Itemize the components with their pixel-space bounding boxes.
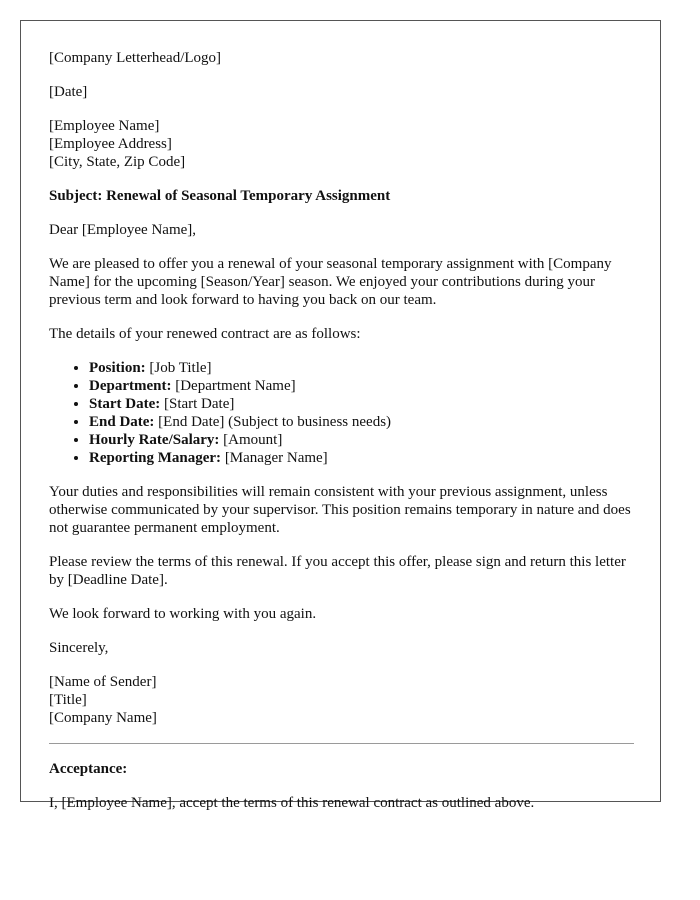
salutation: Dear [Employee Name],: [49, 222, 197, 238]
sender-title: [Title]: [49, 692, 87, 708]
details-intro: The details of your renewed contract are as follows:: [49, 326, 361, 342]
closing-line: We look forward to working with you again.: [49, 606, 317, 622]
term-start-date: [89, 395, 634, 413]
term-value: [Start Date]: [160, 396, 235, 412]
term-label: Hourly Rate/Salary:: [89, 432, 220, 448]
term-rate-salary: [89, 431, 634, 449]
date-placeholder: [Date]: [49, 84, 88, 100]
letter-page: [20, 20, 661, 811]
subject-line: Subject: Renewal of Seasonal Temporary Assignment: [49, 188, 391, 204]
term-label: Position:: [89, 360, 146, 376]
term-label: End Date:: [89, 414, 155, 430]
section-divider: [49, 743, 634, 744]
letter-body: [49, 49, 634, 828]
sender-name: [Name of Sender]: [49, 674, 157, 690]
contract-terms-list: [49, 359, 634, 467]
term-value: [Department Name]: [171, 378, 296, 394]
term-department: [89, 377, 634, 395]
recipient-city-state-zip: [City, State, Zip Code]: [49, 154, 186, 170]
sign-off: Sincerely,: [49, 640, 109, 656]
term-value: [Amount]: [219, 432, 283, 448]
term-end-date: [89, 413, 634, 431]
acceptance-text: I, [Employee Name], accept the terms of this renewal contract as outlined above.: [49, 795, 535, 811]
duties-paragraph: Your duties and responsibilities will remain consistent with your previous assignment, unless otherwise communicated by your supervisor. This position remains temporary in nature and does not guarantee permanent employment.: [49, 484, 631, 536]
term-label: Reporting Manager:: [89, 450, 222, 466]
intro-paragraph: We are pleased to offer you a renewal of your seasonal temporary assignment with [Company Name] for the upcoming [Season/Year] season. We enjoyed your contributions during your previous term and look forward to having you back on our team.: [49, 256, 612, 308]
term-position: [89, 359, 634, 377]
recipient-name: [Employee Name]: [49, 118, 160, 134]
recipient-address: [Employee Address]: [49, 136, 172, 152]
sender-company: [Company Name]: [49, 710, 157, 726]
term-value: [Job Title]: [145, 360, 212, 376]
review-paragraph: Please review the terms of this renewal. If you accept this offer, please sign and return this letter by [Deadline Date].: [49, 554, 626, 588]
term-value: [End Date] (Subject to business needs): [154, 414, 392, 430]
recipient-address-block: [49, 117, 634, 171]
acceptance-heading: Acceptance:: [49, 761, 128, 777]
sender-signature-block: [49, 673, 634, 727]
term-reporting-manager: [89, 449, 634, 467]
term-label: Start Date:: [89, 396, 161, 412]
term-value: [Manager Name]: [221, 450, 328, 466]
letterhead-placeholder: [Company Letterhead/Logo]: [49, 50, 222, 66]
term-label: Department:: [89, 378, 172, 394]
